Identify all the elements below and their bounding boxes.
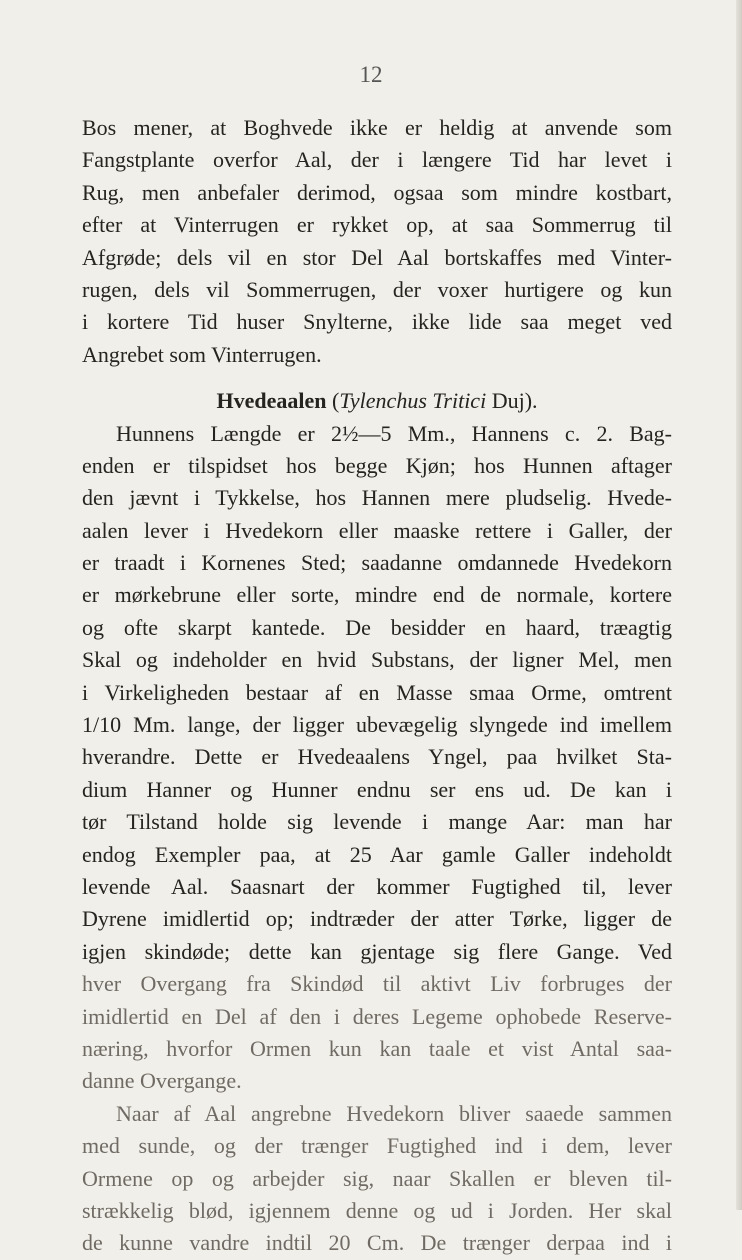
text-line: aalen lever i Hvedekorn eller maaske rettere i Galler, der	[82, 517, 672, 543]
text-line: Rug, men anbefaler derimod, ogsaa som mindre kostbart,	[82, 179, 672, 205]
text-line: danne Overgange.	[82, 1068, 242, 1094]
page-number: 12	[359, 62, 383, 87]
text-line: enden er tilspidset hos begge Kjøn; hos Hunnen aftager	[82, 452, 672, 478]
paragraph-description	[82, 418, 672, 1098]
text-line: Dyrene imidlertid op; indtræder der atter Tørke, ligger de	[82, 906, 672, 932]
text-line: Ormene op og arbejder sig, naar Skallen er bleven til-	[82, 1165, 672, 1191]
text-line: strækkelig blød, igjennem denne og ud i Jorden. Her skal	[82, 1197, 672, 1223]
text-line: den jævnt i Tykkelse, hos Hannen mere pludselig. Hvede-	[82, 485, 672, 511]
paragraph-infection	[82, 1098, 672, 1260]
text-line: Bos mener, at Boghvede ikke er heldig at anvende som	[82, 115, 672, 140]
text-line: Afgrøde; dels vil en stor Del Aal bortskaffes med Vinter-	[82, 244, 672, 270]
text-line: Skal og indeholder en hvid Substans, der ligner Mel, men	[82, 647, 672, 673]
text-line: 1/10 Mm. lange, der ligger ubevægelig slyngede ind imellem	[82, 712, 672, 738]
text-line: Hunnens Længde er 2½—5 Mm., Hannens c. 2. Bag-	[116, 420, 672, 446]
text-line: Naar af Aal angrebne Hvedekorn bliver saaede sammen	[116, 1100, 672, 1126]
text-line: og ofte skarpt kantede. De besidder en haard, træagtig	[82, 614, 672, 640]
text-line: i Virkeligheden bestaar af en Masse smaa Orme, omtrent	[82, 679, 672, 705]
text-line: dium Hanner og Hunner endnu ser ens ud. De kan i	[82, 776, 672, 802]
text-line: de kunne vandre indtil 20 Cm. De trænger derpaa ind i	[82, 1230, 672, 1256]
page-edge	[736, 0, 742, 1210]
text-line: igjen skindøde; dette kan gjentage sig flere Gange. Ved	[82, 938, 672, 964]
paragraph-bos	[82, 112, 672, 371]
text-line: rugen, dels vil Sommerrugen, der voxer hurtigere og kun	[82, 276, 672, 302]
text-line: hver Overgang fra Skindød til aktivt Liv forbruges der	[82, 971, 672, 997]
body-text	[82, 112, 672, 1260]
text-line: Fangstplante overfor Aal, der i længere Tid har levet i	[82, 147, 672, 173]
heading-paren: (	[331, 388, 340, 414]
text-line: er traadt i Kornenes Sted; saadanne omdannede Hvedekorn	[82, 550, 672, 576]
text-line: imidlertid en Del af den i deres Legeme ophobede Reserve-	[82, 1003, 672, 1029]
heading-latin: Tylenchus Tritici	[339, 388, 487, 414]
text-line: Angrebet som Vinterrugen.	[82, 341, 322, 367]
text-line: efter at Vinterrugen er rykket op, at saa Sommerrug til	[82, 212, 672, 238]
text-line: næring, hvorfor Ormen kun kan taale et vist Antal saa-	[82, 1035, 672, 1061]
text-line: levende Aal. Saasnart der kommer Fugtighed til, lever	[82, 873, 672, 899]
heading-title: Hvedeaalen	[216, 388, 327, 414]
text-line: med sunde, og der trænger Fugtighed ind i dem, lever	[82, 1133, 672, 1159]
text-line: er mørkebrune eller sorte, mindre end de normale, kortere	[82, 582, 672, 608]
text-line: endog Exempler paa, at 25 Aar gamle Galler indeholdt	[82, 841, 672, 867]
heading-author: Duj).	[486, 388, 538, 414]
text-line: tør Tilstand holde sig levende i mange Aar: man har	[82, 809, 672, 835]
section-heading	[82, 385, 672, 417]
text-line: i kortere Tid huser Snylterne, ikke lide saa meget ved	[82, 309, 672, 335]
text-line: hverandre. Dette er Hvedeaalens Yngel, paa hvilket Sta-	[82, 744, 672, 770]
